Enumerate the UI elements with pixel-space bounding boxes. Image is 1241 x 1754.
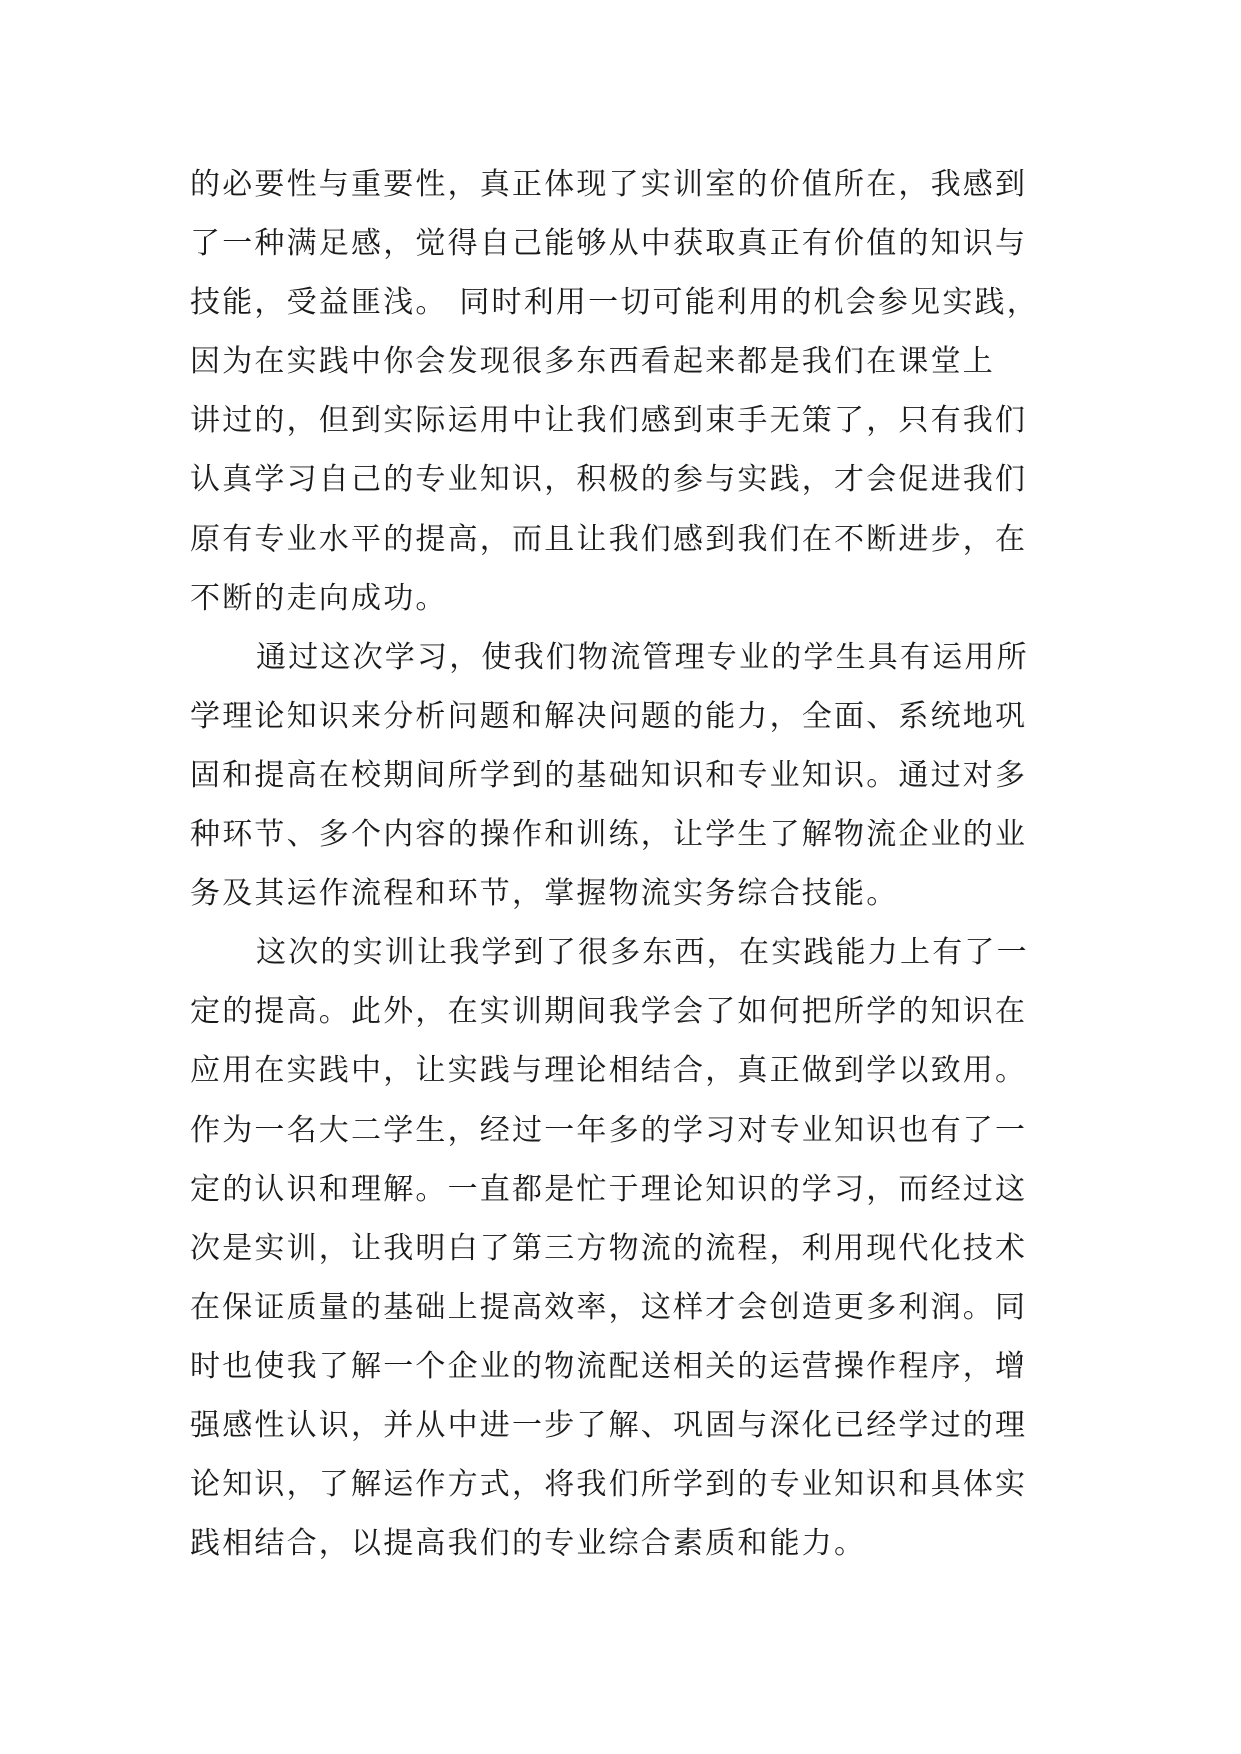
text-line: 践相结合，以提高我们的专业综合素质和能力。 [190, 1526, 867, 1562]
text-line: 原有专业水平的提高，而且让我们感到我们在不断进步，在 [190, 521, 1028, 557]
text-line: 论知识，了解运作方式，将我们所学到的专业知识和具体实 [190, 1467, 1028, 1503]
text-line: 讲过的，但到实际运用中让我们感到束手无策了，只有我们 [190, 403, 1028, 439]
text-line: 定的认识和理解。一直都是忙于理论知识的学习，而经过这 [190, 1171, 1028, 1207]
text-line: 定的提高。此外，在实训期间我学会了如何把所学的知识在 [190, 994, 1028, 1030]
text-line: 次是实训，让我明白了第三方物流的流程，利用现代化技术 [190, 1230, 1028, 1266]
text-line: 固和提高在校期间所学到的基础知识和专业知识。通过对多 [190, 757, 1028, 793]
text-line: 认真学习自己的专业知识，积极的参与实践，才会促进我们 [190, 462, 1028, 498]
text-line: 种环节、多个内容的操作和训练，让学生了解物流企业的业 [190, 817, 1028, 853]
text-line: 不断的走向成功。 [190, 580, 448, 616]
document-body [190, 155, 1090, 1573]
text-line: 学理论知识来分析问题和解决问题的能力，全面、系统地巩 [190, 698, 1028, 734]
text-line: 务及其运作流程和环节，掌握物流实务综合技能。 [190, 876, 899, 912]
text-line: 在保证质量的基础上提高效率，这样才会创造更多利润。同 [190, 1289, 1028, 1325]
paragraph-start-line: 通过这次学习，使我们物流管理专业的学生具有运用所 [256, 639, 1029, 675]
text-line: 因为在实践中你会发现很多东西看起来都是我们在课堂上 [190, 344, 995, 380]
paragraph-start-line: 这次的实训让我学到了很多东西，在实践能力上有了一 [256, 935, 1029, 971]
text-line: 技能，受益匪浅。 同时利用一切可能利用的机会参见实践， [190, 285, 1039, 321]
text-line: 的必要性与重要性，真正体现了实训室的价值所在，我感到 [190, 167, 1028, 202]
text-line: 了一种满足感，觉得自己能够从中获取真正有价值的知识与 [190, 226, 1028, 262]
text-line: 作为一名大二学生，经过一年多的学习对专业知识也有了一 [190, 1112, 1028, 1148]
text-line: 应用在实践中，让实践与理论相结合，真正做到学以致用。 [190, 1053, 1028, 1089]
text-line: 强感性认识，并从中进一步了解、巩固与深化已经学过的理 [190, 1407, 1028, 1443]
text-line: 时也使我了解一个企业的物流配送相关的运营操作程序，增 [190, 1348, 1028, 1384]
